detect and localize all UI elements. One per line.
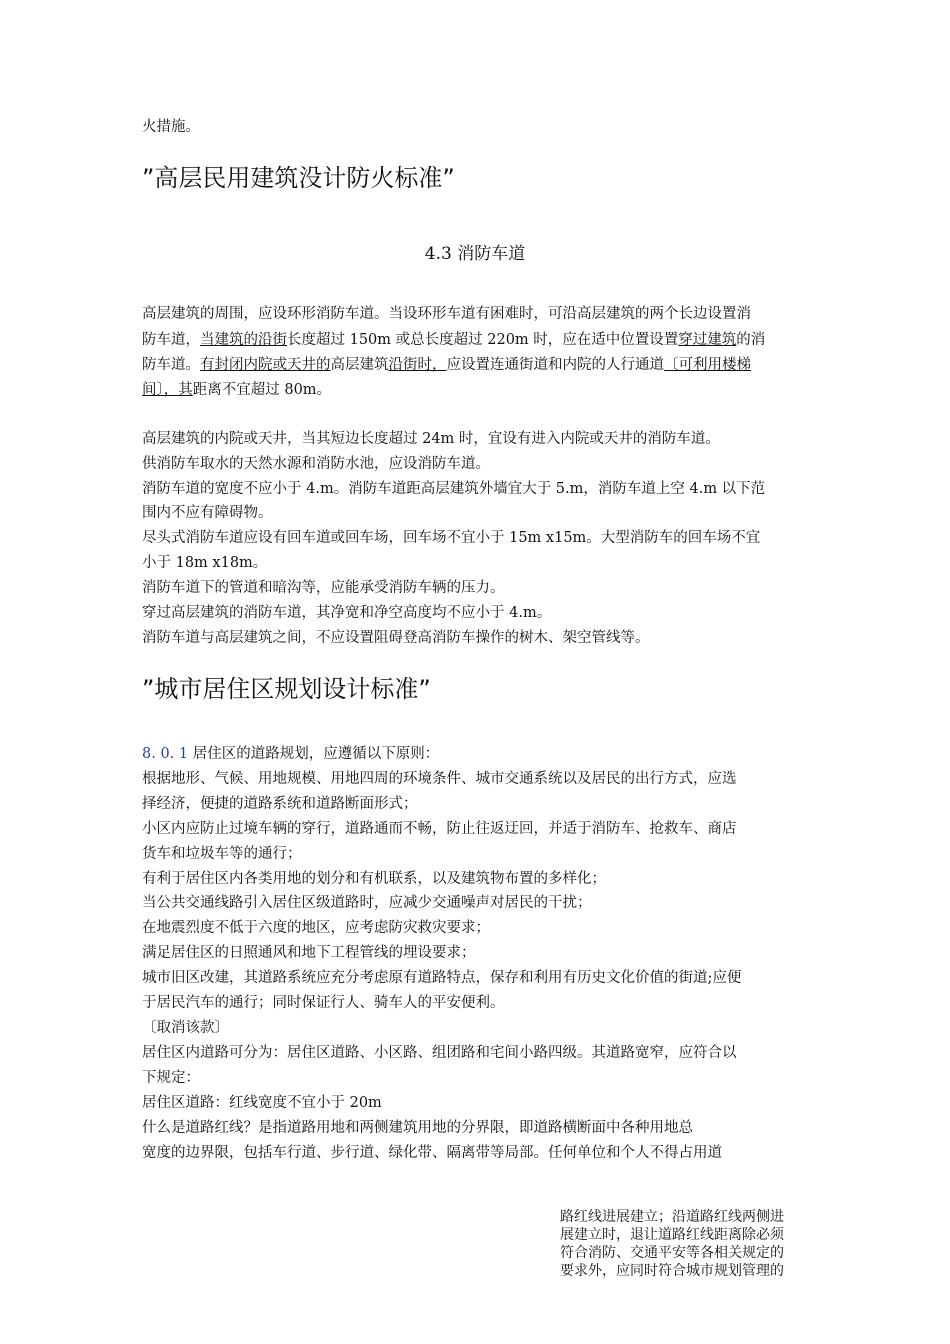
list-line: 消防车道下的管道和暗沟等，应能承受消防车辆的压力。 [142, 580, 505, 596]
list-line: 择经济，便捷的道路系统和道路断面形式； [142, 796, 418, 812]
list-line: 供消防车取水的天然水源和消防水池，应设消防车道。 [142, 456, 490, 472]
list-line: 小区内应防止过境车辆的穿行，道路通而不畅，防止往返迂回，并适于消防车、抢救车、商店 [142, 821, 737, 837]
underlined-text: 有封闭内院或天井的 [200, 357, 331, 373]
text-span: 长度超过 150m 或总长度超过 220m 时，应在适中位置设置 [287, 332, 679, 348]
paragraph-line [142, 381, 331, 399]
underlined-text: 当建筑的沿街 [200, 332, 287, 348]
list-line: 围内不应有障碍物。 [142, 505, 273, 521]
clause-number: 8. 0. 1 [142, 746, 189, 762]
list-line: 消防车道的宽度不应小于 4.m。消防车道距高层建筑外墙宜大于 5.m，消防车道上空 4.m 以下范 [142, 481, 766, 497]
list-line: 城市旧区改建，其道路系统应充分考虑原有道路特点，保存和利用有历史文化价值的街道;应便 [142, 970, 742, 986]
intro-line: 火措施。 [142, 119, 200, 135]
list-line: 居住区道路：红线宽度不宜小于 20m [142, 1095, 382, 1111]
section2-title: ”城市居住区规划设计标准” [142, 675, 431, 703]
list-line: 有利于居住区内各类用地的划分和有机联系，以及建筑物布置的多样化； [142, 871, 606, 887]
text-span: 距离不宜超过 80m。 [192, 382, 332, 398]
list-line: 尽头式消防车道应设有回车道或回车场，回车场不宜小于 15m x15m。大型消防车的回车场不宜 [142, 530, 761, 546]
underlined-text: 间〕，其 [142, 382, 193, 398]
right-line: 符合消防、交通平安等各相关规定的 [560, 1245, 784, 1261]
text-span: 防车道。 [142, 357, 200, 373]
text-span: 防车道， [142, 332, 200, 348]
list-line: 高层建筑的内院或天井，当其短边长度超过 24m 时，宜设有进入内院或天井的消防车道。 [142, 431, 720, 447]
paragraph-line [142, 356, 751, 374]
list-line: 〔取消该款〕 [142, 1020, 229, 1036]
list-line: 居住区内道路可分为：居住区道路、小区路、组团路和宅间小路四级。其道路宽窄，应符合以 [142, 1045, 737, 1061]
section1-title: ”高层民用建筑没计防火标准” [142, 164, 455, 192]
paragraph-line: 高层建筑的周围，应设环形消防车道。当设环形车道有困难时，可沿高层建筑的两个长边设置消 [142, 306, 751, 322]
list-line: 穿过高层建筑的消防车道，其净宽和净空高度均不应小于 4.m。 [142, 605, 552, 621]
text-span: 高层建筑 [330, 357, 389, 373]
list-line: 于居民汽车的通行；同时保证行人、骑车人的平安便利。 [142, 995, 505, 1011]
right-line: 展建立时，退让道路红线距离除必须 [560, 1227, 784, 1243]
underlined-text: 穿过建筑 [678, 332, 737, 348]
text-span: 的消 [736, 332, 766, 348]
list-line: 什么是道路红线？是指道路用地和两侧建筑用地的分界限，即道路横断面中各种用地总 [142, 1120, 693, 1136]
underlined-text: 沿街时， [388, 357, 447, 373]
list-line: 下规定： [142, 1070, 200, 1086]
section1-subtitle: 4.3 消防车道 [424, 244, 526, 264]
underlined-text: 〔可利用楼梯 [664, 357, 751, 373]
list-line: 消防车道与高层建筑之间，不应设置阻碍登高消防车操作的树木、架空管线等。 [142, 630, 650, 646]
clause-heading [142, 745, 439, 763]
right-line: 路红线进展建立；沿道路红线两侧进 [560, 1209, 784, 1225]
right-line: 要求外，应同时符合城市规划管理的 [560, 1263, 784, 1279]
list-line: 满足居住区的日照通风和地下工程管线的埋设要求； [142, 945, 476, 961]
list-line: 宽度的边界限，包括车行道、步行道、绿化带、隔离带等局部。任何单位和个人不得占用道 [142, 1145, 722, 1161]
list-line: 小于 18m x18m。 [142, 555, 268, 571]
list-line: 在地震烈度不低于六度的地区，应考虑防灾救灾要求； [142, 920, 490, 936]
paragraph-line [142, 331, 765, 349]
list-line: 货车和垃圾车等的通行； [142, 846, 302, 862]
text-span: 应设置连通街道和内院的人行通道 [446, 357, 664, 373]
list-line: 当公共交通线路引入居住区级道路时，应减少交通噪声对居民的干扰； [142, 895, 592, 911]
list-line: 根据地形、气候、用地规模、用地四周的环境条件、城市交通系统以及居民的出行方式，应选 [142, 771, 737, 787]
clause-text: 居住区的道路规划，应遵循以下原则： [188, 746, 440, 762]
